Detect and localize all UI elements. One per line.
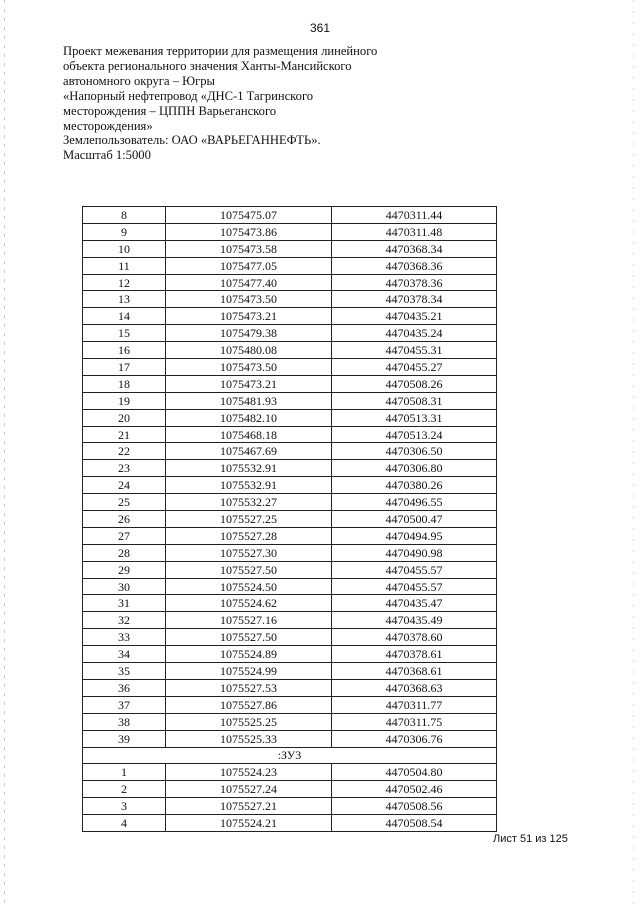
x-coordinate-cell: 1075475.07 — [166, 207, 332, 224]
y-coordinate-cell: 4470435.21 — [332, 308, 497, 325]
x-coordinate-cell: 1075481.93 — [166, 392, 332, 409]
x-coordinate-cell: 1075477.40 — [166, 274, 332, 291]
y-coordinate-cell: 4470380.26 — [332, 477, 497, 494]
table-row — [83, 527, 497, 544]
point-number-cell: 24 — [83, 477, 166, 494]
point-number-cell: 12 — [83, 274, 166, 291]
x-coordinate-cell: 1075532.27 — [166, 494, 332, 511]
y-coordinate-cell: 4470494.95 — [332, 527, 497, 544]
x-coordinate-cell: 1075482.10 — [166, 409, 332, 426]
y-coordinate-cell: 4470435.47 — [332, 595, 497, 612]
point-number-cell: 28 — [83, 544, 166, 561]
y-coordinate-cell: 4470513.31 — [332, 409, 497, 426]
x-coordinate-cell: 1075473.21 — [166, 375, 332, 392]
point-number-cell: 36 — [83, 679, 166, 696]
y-coordinate-cell: 4470368.61 — [332, 663, 497, 680]
y-coordinate-cell: 4470311.48 — [332, 223, 497, 240]
point-number-cell: 31 — [83, 595, 166, 612]
header-line: месторождения» — [63, 118, 153, 133]
y-coordinate-cell: 4470378.60 — [332, 629, 497, 646]
table-row — [83, 764, 497, 781]
document-header — [63, 44, 383, 163]
point-number-cell: 26 — [83, 511, 166, 528]
header-line: месторождения – ЦППН Варьеганского — [63, 103, 277, 118]
table-row — [83, 511, 497, 528]
header-line: «Напорный нефтепровод «ДНС-1 Тагринского — [63, 88, 314, 103]
table-row — [83, 477, 497, 494]
y-coordinate-cell: 4470306.76 — [332, 730, 497, 747]
x-coordinate-cell: 1075480.08 — [166, 342, 332, 359]
x-coordinate-cell: 1075524.23 — [166, 764, 332, 781]
x-coordinate-cell: 1075524.99 — [166, 663, 332, 680]
x-coordinate-cell: 1075524.21 — [166, 815, 332, 832]
point-number-cell: 16 — [83, 342, 166, 359]
header-line: Проект межевания территории для размещения линейного — [63, 44, 378, 58]
y-coordinate-cell: 4470306.80 — [332, 460, 497, 477]
table-row — [83, 679, 497, 696]
point-number-cell: 17 — [83, 359, 166, 376]
point-number-cell: 15 — [83, 325, 166, 342]
point-number-cell: 18 — [83, 375, 166, 392]
sheet-number: Лист 51 из 125 — [493, 833, 568, 845]
point-number-cell: 27 — [83, 527, 166, 544]
y-coordinate-cell: 4470490.98 — [332, 544, 497, 561]
point-number-cell: 9 — [83, 223, 166, 240]
coordinates-table-body — [83, 207, 497, 832]
point-number-cell: 35 — [83, 663, 166, 680]
table-row — [83, 308, 497, 325]
y-coordinate-cell: 4470368.63 — [332, 679, 497, 696]
point-number-cell: 14 — [83, 308, 166, 325]
table-row — [83, 409, 497, 426]
y-coordinate-cell: 4470368.34 — [332, 240, 497, 257]
table-row — [83, 426, 497, 443]
x-coordinate-cell: 1075527.28 — [166, 527, 332, 544]
y-coordinate-cell: 4470496.55 — [332, 494, 497, 511]
table-row — [83, 443, 497, 460]
scan-edge-left — [4, 0, 5, 905]
table-row — [83, 781, 497, 798]
y-coordinate-cell: 4470508.31 — [332, 392, 497, 409]
table-row — [83, 544, 497, 561]
table-row — [83, 375, 497, 392]
y-coordinate-cell: 4470435.24 — [332, 325, 497, 342]
y-coordinate-cell: 4470378.34 — [332, 291, 497, 308]
table-row — [83, 629, 497, 646]
x-coordinate-cell: 1075473.21 — [166, 308, 332, 325]
header-line: Землепользователь: ОАО «ВАРЬЕГАННЕФТЬ». — [63, 133, 321, 148]
y-coordinate-cell: 4470311.44 — [332, 207, 497, 224]
point-number-cell: 39 — [83, 730, 166, 747]
point-number-cell: 32 — [83, 612, 166, 629]
table-row — [83, 207, 497, 224]
x-coordinate-cell: 1075527.24 — [166, 781, 332, 798]
y-coordinate-cell: 4470311.75 — [332, 713, 497, 730]
x-coordinate-cell: 1075532.91 — [166, 460, 332, 477]
point-number-cell: 34 — [83, 646, 166, 663]
point-number-cell: 25 — [83, 494, 166, 511]
table-row — [83, 815, 497, 832]
x-coordinate-cell: 1075467.69 — [166, 443, 332, 460]
table-row — [83, 342, 497, 359]
y-coordinate-cell: 4470455.27 — [332, 359, 497, 376]
table-row — [83, 291, 497, 308]
table-row — [83, 646, 497, 663]
point-number-cell: 20 — [83, 409, 166, 426]
header-line: Масштаб 1:5000 — [63, 148, 151, 163]
x-coordinate-cell: 1075468.18 — [166, 426, 332, 443]
y-coordinate-cell: 4470455.57 — [332, 578, 497, 595]
point-number-cell: 38 — [83, 713, 166, 730]
y-coordinate-cell: 4470455.31 — [332, 342, 497, 359]
y-coordinate-cell: 4470378.61 — [332, 646, 497, 663]
y-coordinate-cell: 4470508.56 — [332, 798, 497, 815]
point-number-cell: 22 — [83, 443, 166, 460]
x-coordinate-cell: 1075527.30 — [166, 544, 332, 561]
x-coordinate-cell: 1075525.33 — [166, 730, 332, 747]
table-row — [83, 494, 497, 511]
table-row — [83, 392, 497, 409]
y-coordinate-cell: 4470455.57 — [332, 561, 497, 578]
table-row — [83, 578, 497, 595]
table-row — [83, 713, 497, 730]
x-coordinate-cell: 1075527.53 — [166, 679, 332, 696]
table-row — [83, 325, 497, 342]
x-coordinate-cell: 1075525.25 — [166, 713, 332, 730]
x-coordinate-cell: 1075524.62 — [166, 595, 332, 612]
point-number-cell: 13 — [83, 291, 166, 308]
y-coordinate-cell: 4470513.24 — [332, 426, 497, 443]
point-number-cell: 2 — [83, 781, 166, 798]
x-coordinate-cell: 1075473.58 — [166, 240, 332, 257]
x-coordinate-cell: 1075473.50 — [166, 291, 332, 308]
point-number-cell: 3 — [83, 798, 166, 815]
x-coordinate-cell: 1075527.16 — [166, 612, 332, 629]
y-coordinate-cell: 4470508.54 — [332, 815, 497, 832]
page-number: 361 — [309, 21, 331, 35]
table-row — [83, 359, 497, 376]
x-coordinate-cell: 1075524.89 — [166, 646, 332, 663]
x-coordinate-cell: 1075473.50 — [166, 359, 332, 376]
x-coordinate-cell: 1075527.25 — [166, 511, 332, 528]
section-label: :ЗУ3 — [83, 747, 497, 764]
y-coordinate-cell: 4470500.47 — [332, 511, 497, 528]
x-coordinate-cell: 1075473.86 — [166, 223, 332, 240]
table-row — [83, 274, 497, 291]
point-number-cell: 1 — [83, 764, 166, 781]
y-coordinate-cell: 4470508.26 — [332, 375, 497, 392]
x-coordinate-cell: 1075477.05 — [166, 257, 332, 274]
point-number-cell: 10 — [83, 240, 166, 257]
y-coordinate-cell: 4470368.36 — [332, 257, 497, 274]
x-coordinate-cell: 1075527.50 — [166, 561, 332, 578]
table-row — [83, 730, 497, 747]
y-coordinate-cell: 4470504.80 — [332, 764, 497, 781]
point-number-cell: 21 — [83, 426, 166, 443]
header-line: автономного округа – Югры — [63, 73, 216, 88]
point-number-cell: 4 — [83, 815, 166, 832]
x-coordinate-cell: 1075532.91 — [166, 477, 332, 494]
table-row — [83, 595, 497, 612]
header-line: объекта регионального значения Ханты-Мансийского — [63, 58, 352, 73]
y-coordinate-cell: 4470435.49 — [332, 612, 497, 629]
table-row — [83, 460, 497, 477]
x-coordinate-cell: 1075527.21 — [166, 798, 332, 815]
y-coordinate-cell: 4470502.46 — [332, 781, 497, 798]
y-coordinate-cell: 4470378.36 — [332, 274, 497, 291]
point-number-cell: 19 — [83, 392, 166, 409]
point-number-cell: 8 — [83, 207, 166, 224]
table-row — [83, 223, 497, 240]
point-number-cell: 33 — [83, 629, 166, 646]
point-number-cell: 30 — [83, 578, 166, 595]
table-row — [83, 696, 497, 713]
point-number-cell: 11 — [83, 257, 166, 274]
table-row — [83, 240, 497, 257]
table-row — [83, 798, 497, 815]
x-coordinate-cell: 1075527.86 — [166, 696, 332, 713]
x-coordinate-cell: 1075479.38 — [166, 325, 332, 342]
y-coordinate-cell: 4470306.50 — [332, 443, 497, 460]
table-row — [83, 257, 497, 274]
x-coordinate-cell: 1075524.50 — [166, 578, 332, 595]
x-coordinate-cell: 1075527.50 — [166, 629, 332, 646]
scan-edge-right — [633, 0, 634, 905]
point-number-cell: 29 — [83, 561, 166, 578]
table-row — [83, 612, 497, 629]
point-number-cell: 23 — [83, 460, 166, 477]
section-row — [83, 747, 497, 764]
point-number-cell: 37 — [83, 696, 166, 713]
y-coordinate-cell: 4470311.77 — [332, 696, 497, 713]
table-row — [83, 663, 497, 680]
coordinates-table — [82, 206, 497, 832]
table-row — [83, 561, 497, 578]
